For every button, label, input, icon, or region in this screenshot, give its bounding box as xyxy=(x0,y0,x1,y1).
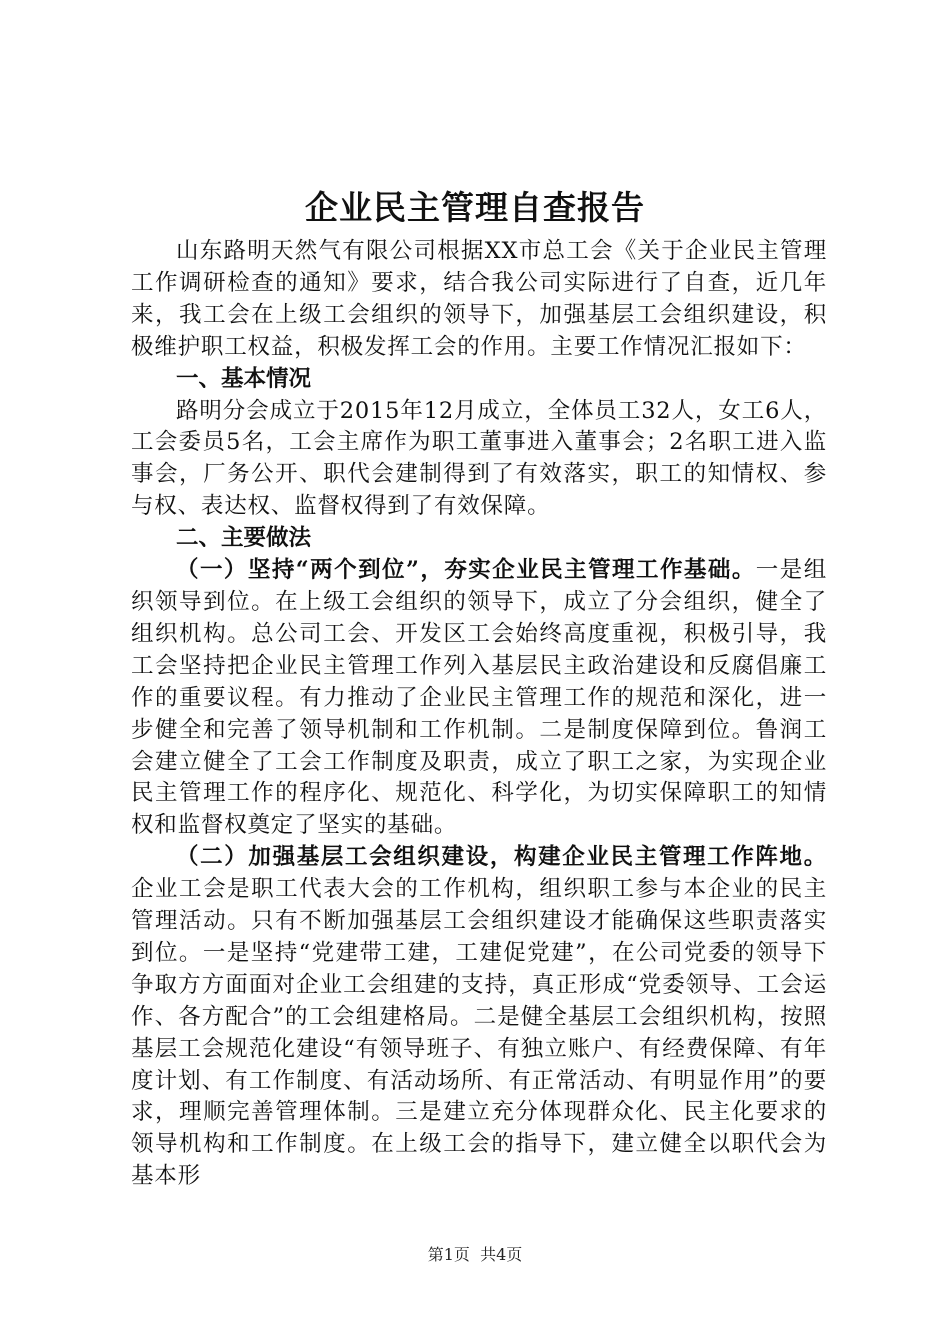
document-body xyxy=(131,236,827,1193)
practice-text-2: 企业工会是职工代表大会的工作机构，组织职工参与本企业的民主管理活动。只有不断加强基层工会组织建设才能确保这些职责落实到位。一是坚持“党建带工建，工建促党建”，在公司党委的领导下争取方方面面对企业工会组建的支持，真正形成“党委领导、工会运作、各方配合”的工会组建格局。二是健全基层工会组织机构，按照基层工会规范化建设“有领导班子、有独立账户、有经费保障、有年度计划、有工作制度、有活动场所、有正常活动、有明显作用”的要求，理顺完善管理体制。三是建立充分体现群众化、民主化要求的领导机构和工作制度。在上级工会的指导下，建立健全以职代会为基本形 xyxy=(131,876,827,1190)
practice-lead-1: （一）坚持“两个到位”，夯实企业民主管理工作基础。 xyxy=(176,557,756,584)
page-number: 第1页 xyxy=(427,1245,470,1264)
section-heading-basic: 一、基本情况 xyxy=(176,365,312,392)
basic-info-paragraph: 路明分会成立于2015年12月成立，全体员工32人，女工6人，工会委员5名，工会主席作为职工董事进入董事会；2名职工进入监事会，厂务公开、职代会建制得到了有效落实，职工的知情权、参与权、表达权、监督权得到了有效保障。 xyxy=(131,397,827,520)
practice-lead-2: （二）加强基层工会组织建设，构建企业民主管理工作阵地。 xyxy=(176,844,827,871)
document-title: 企业民主管理自查报告 xyxy=(305,188,645,227)
intro-paragraph: 山东路明天然气有限公司根据XX市总工会《关于企业民主管理工作调研检查的通知》要求，结合我公司实际进行了自查，近几年来，我工会在上级工会组织的领导下，加强基层工会组织建设，积极维护职工权益，积极发挥工会的作用。主要工作情况汇报如下： xyxy=(131,238,827,360)
section-heading-practices: 二、主要做法 xyxy=(176,525,312,552)
practice-text-1: 一是组织领导到位。在上级工会组织的领导下，成立了分会组织，健全了组织机构。总公司工会、开发区工会始终高度重视，积极引导，我工会坚持把企业民主管理工作列入基层民主政治建设和反腐倡廉工作的重要议程。有力推动了企业民主管理工作的规范和深化，进一步健全和完善了领导机制和工作机制。二是制度保障到位。鲁润工会建立健全了工会工作制度及职责，成立了职工之家，为实现企业民主管理工作的程序化、规范化、科学化，为切实保障职工的知情权和监督权奠定了坚实的基础。 xyxy=(131,557,827,839)
practice-paragraph-1 xyxy=(131,555,827,842)
page-footer xyxy=(0,1243,950,1267)
footer-spacer xyxy=(470,1245,480,1264)
page-total: 共4页 xyxy=(480,1245,523,1264)
practice-paragraph-2 xyxy=(131,842,827,1193)
